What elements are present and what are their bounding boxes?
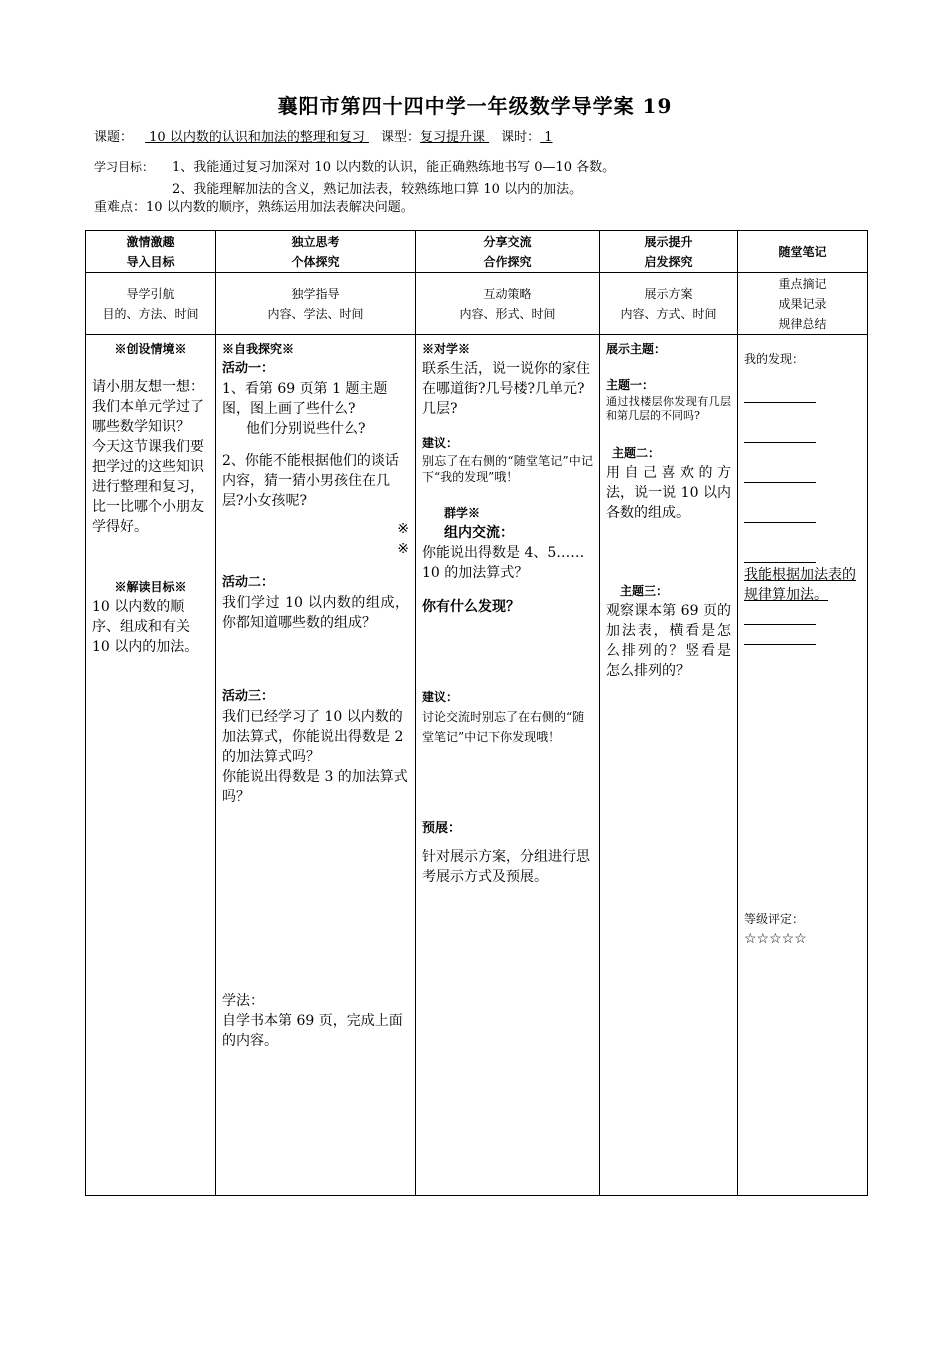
goals-label: 学习目标： xyxy=(94,160,155,174)
my-discovery-label: 我的发现： xyxy=(744,352,805,366)
suggestion-1-label: 建议： xyxy=(422,436,459,450)
suggestion-1-text: 别忘了在右侧的“随堂笔记”中记下“我的发现”哦！ xyxy=(422,454,593,484)
lesson-info-line xyxy=(94,126,553,145)
suggestion-2-text: 讨论交流时别忘了在右侧的“随堂笔记”中记下你发现哦！ xyxy=(422,710,585,744)
group-study-heading: 群学※ xyxy=(444,506,481,520)
topic-1-text: 通过找楼层你发现有几层和第几层的不同吗? xyxy=(606,395,731,422)
blank-line-4 xyxy=(744,521,816,523)
method-text: 自学书本第 69 页，完成上面的内容。 xyxy=(222,1013,403,1049)
goal-line-1 xyxy=(94,156,615,175)
type-label: 课型： xyxy=(380,130,420,145)
goal-1: 1、我能通过复习加深对 10 以内数的认识，能正确熟练地书写 0—10 各数。 xyxy=(172,160,616,175)
hours-label: 课时： xyxy=(501,130,541,145)
presentation-topics-heading: 展示主题： xyxy=(606,342,667,356)
activity-3-text: 我们已经学习了 10 以内数的加法算式，你能说出得数是 2 的加法算式吗？ xyxy=(222,709,404,765)
grade-label: 等级评定： xyxy=(744,912,805,926)
blank-line-2 xyxy=(744,441,816,443)
col-introduce xyxy=(86,335,216,1196)
blank-line-1 xyxy=(744,401,816,403)
key-points xyxy=(94,196,414,215)
content-row xyxy=(86,335,868,1196)
subheader-col-2: 独学指导 内容、学法、时间 xyxy=(216,273,416,335)
goals-text: 10 以内数的顺序、组成和有关 10 以内的加法。 xyxy=(92,599,199,655)
col-notes xyxy=(738,335,868,1196)
subheader-col-1: 导学引航 目的、方法、时间 xyxy=(86,273,216,335)
col-presentation xyxy=(600,335,738,1196)
blank-line-3 xyxy=(744,481,816,483)
blank-line-5 xyxy=(744,561,816,563)
header-col-1: 激情激趣 导入目标 xyxy=(86,231,216,273)
topic-1-label: 主题一： xyxy=(606,378,655,392)
goal-2: 2、我能理解加法的含义，熟记加法表，较熟练地口算 10 以内的加法。 xyxy=(172,182,583,197)
scenario-text: 请小朋友想一想：我们本单元学过了哪些数学知识？ xyxy=(92,379,204,435)
col-discussion xyxy=(416,335,600,1196)
activity-2-label: 活动二： xyxy=(222,575,275,590)
lesson-label: 课题： xyxy=(94,130,134,145)
activity-3-label: 活动三： xyxy=(222,689,275,704)
blank-line-7 xyxy=(744,643,816,645)
discovery-question: 你有什么发现？ xyxy=(422,599,520,615)
scenario-heading: ※创设情境※ xyxy=(114,342,187,356)
pair-study-text: 联系生活，说一说你的家住在哪道街?几号楼?几单元?几层? xyxy=(422,361,590,417)
group-discussion-label: 组内交流： xyxy=(444,525,514,541)
topic-2-text: 用自己喜欢的方法，说一说 10 以内各数的组成。 xyxy=(606,465,731,521)
review-text: 今天这节课我们要把学过的这些知识进行整理和复习，比一比哪个小朋友学得好。 xyxy=(92,439,204,535)
activity-1-label: 活动一： xyxy=(222,361,275,376)
pair-study-heading: ※对学※ xyxy=(422,342,471,356)
activity-3-text-2: 你能说出得数是 3 的加法算式吗？ xyxy=(222,769,408,805)
page-title: 襄阳市第四十四中学一年级数学导学案 19 xyxy=(277,94,673,118)
method-label: 学法： xyxy=(222,993,264,1009)
mark-symbol-1: ※ xyxy=(397,521,409,537)
preview-label: 预展： xyxy=(422,821,462,836)
header-col-3: 分享交流 合作探究 xyxy=(416,231,600,273)
header-col-4: 展示提升 启发探究 xyxy=(600,231,738,273)
study-plan-table xyxy=(85,230,868,1196)
activity-2-text: 我们学过 10 以内数的组成，你都知道哪些数的组成？ xyxy=(222,595,409,631)
self-study-heading: ※自我探究※ xyxy=(222,342,295,356)
key-text: 10 以内数的顺序，熟练运用加法表解决问题。 xyxy=(146,200,414,215)
subheader-row xyxy=(86,273,868,335)
subheader-col-4: 展示方案 内容、方式、时间 xyxy=(600,273,738,335)
activity-1-q2: 他们分别说些什么? xyxy=(246,421,366,437)
header-col-5: 随堂笔记 xyxy=(738,231,868,273)
activity-1-q3: 2、你能不能根据他们的谈话内容，猜一猜小男孩住在几层?小女孩呢? xyxy=(222,453,399,509)
col-self-study xyxy=(216,335,416,1196)
goals-heading: ※解读目标※ xyxy=(114,580,187,594)
rule-note: 我能根据加法表的规律算加法。 xyxy=(744,567,856,603)
subheader-col-3: 互动策略 内容、形式、时间 xyxy=(416,273,600,335)
preview-text: 针对展示方案，分组进行思考展示方式及预展。 xyxy=(422,849,590,885)
lesson-value: 10 以内数的认识和加法的整理和复习 xyxy=(145,130,369,145)
subheader-col-5: 重点摘记 成果记录 规律总结 xyxy=(738,273,868,335)
mark-symbol-2: ※ xyxy=(397,541,409,557)
header-col-2: 独立思考 个体探究 xyxy=(216,231,416,273)
grade-stars: ☆☆☆☆☆ xyxy=(744,931,807,947)
hours-value: 1 xyxy=(540,130,553,145)
key-label: 重难点： xyxy=(94,200,147,215)
topic-2-label: 主题二： xyxy=(612,446,661,460)
topic-3-label: 主题三： xyxy=(620,584,669,598)
activity-1-q1: 1、看第 69 页第 1 题主题图，图上画了些什么? xyxy=(222,381,388,417)
type-value: 复习提升课 xyxy=(419,130,490,145)
header-row xyxy=(86,231,868,273)
topic-3-text: 观察课本第 69 页的加法表，横看是怎么排列的？竖看是怎么排列的？ xyxy=(606,603,731,679)
suggestion-2-label: 建议： xyxy=(422,690,459,704)
blank-line-6 xyxy=(744,623,816,625)
group-discussion-text: 你能说出得数是 4、5……10 的加法算式？ xyxy=(422,545,585,581)
